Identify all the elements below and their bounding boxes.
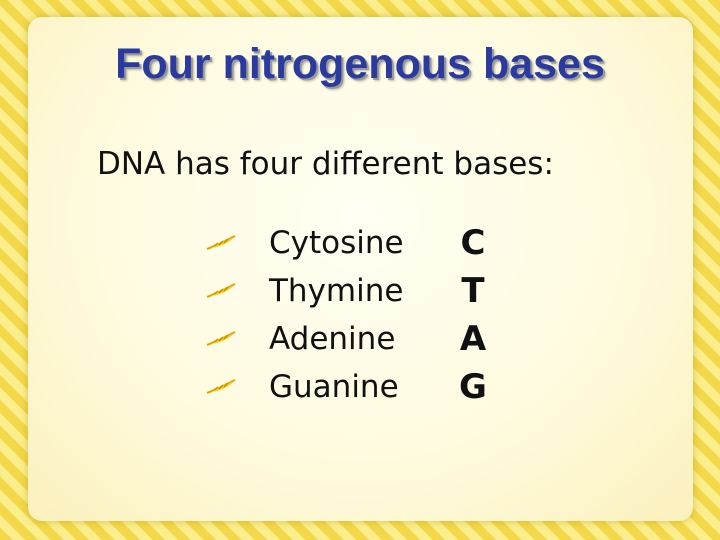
base-name: Guanine xyxy=(269,369,399,405)
base-name: Thymine xyxy=(269,273,404,309)
bases-list xyxy=(236,219,404,411)
feather-bullet-icon xyxy=(205,219,239,267)
base-letter: T xyxy=(461,271,485,311)
feather-bullet-icon xyxy=(205,315,239,363)
slide-title: Four nitrogenous bases xyxy=(115,40,605,88)
list-item xyxy=(236,219,404,267)
list-item xyxy=(236,315,404,363)
base-letter: C xyxy=(460,223,486,263)
base-name: Cytosine xyxy=(269,225,404,261)
feather-bullet-icon xyxy=(205,267,239,315)
base-letters xyxy=(450,219,496,411)
feather-bullet-icon xyxy=(205,363,239,411)
list-item xyxy=(236,267,404,315)
base-name: Adenine xyxy=(269,321,396,357)
base-letter: A xyxy=(459,319,487,359)
list-item xyxy=(236,363,404,411)
slide-subtitle: DNA has four different bases: xyxy=(97,146,554,182)
base-letter: G xyxy=(459,367,487,407)
